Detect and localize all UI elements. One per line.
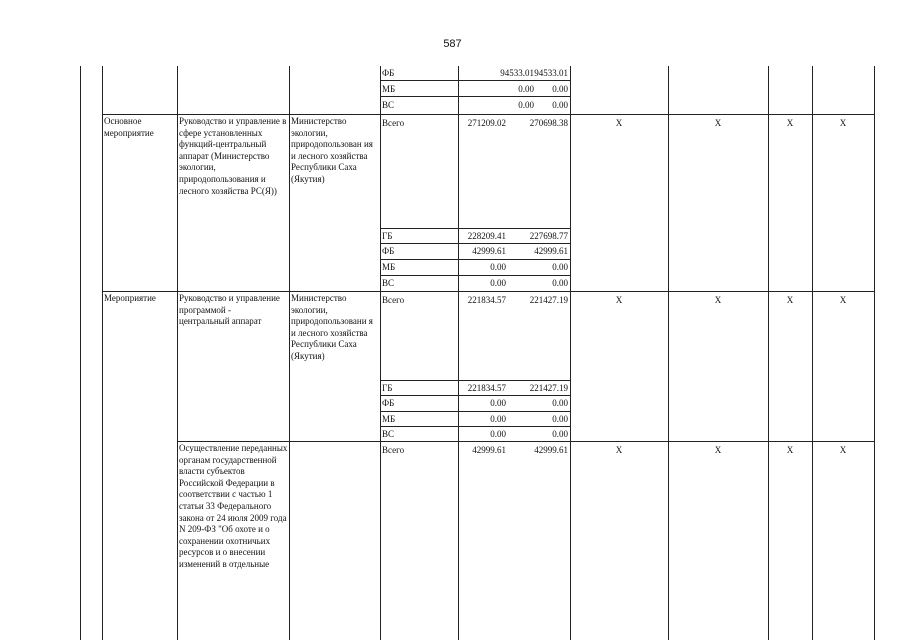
table-rule xyxy=(80,66,81,640)
x-mark: X xyxy=(615,445,623,455)
total-planned: 221834.57 xyxy=(467,295,506,305)
table-rule xyxy=(380,380,570,381)
source-label: ВС xyxy=(382,278,395,288)
amount-actual: 0.00 xyxy=(552,414,568,424)
amount-actual: 0.00 xyxy=(552,429,568,439)
amount-planned: 228209.41 xyxy=(467,231,506,241)
x-mark: X xyxy=(839,295,847,305)
amount-planned: 0.00 xyxy=(490,398,506,408)
source-label: ФБ xyxy=(382,398,395,408)
amount-actual: 227698.77 xyxy=(529,231,568,241)
total-planned: 42999.61 xyxy=(472,445,506,455)
table-rule xyxy=(570,66,571,640)
table-rule xyxy=(380,411,570,412)
amount-actual: 42999.61 xyxy=(534,246,568,256)
source-label: МБ xyxy=(382,84,396,94)
table-rule xyxy=(380,96,570,97)
table-rule xyxy=(102,114,874,115)
amount-planned: 0.00 xyxy=(490,414,506,424)
amount-planned: 0.00 xyxy=(490,429,506,439)
activity-name: Руководство и управление в сфере установленных функций-центральный аппарат (Министерство экологии, природопользования и лесного хозяйства РС(Я)) xyxy=(179,116,287,196)
total-actual: 221427.19 xyxy=(529,295,568,305)
table-rule xyxy=(768,66,769,640)
x-mark: X xyxy=(615,295,623,305)
total-planned: 271209.02 xyxy=(467,118,506,128)
activity-executor: Министерство экологии, природопользован ия и лесного хозяйства Республики Саха (Якутия) xyxy=(291,116,373,184)
table-rule xyxy=(177,441,874,442)
total-actual: 42999.61 xyxy=(534,445,568,455)
x-mark: X xyxy=(839,445,847,455)
page-number: 587 xyxy=(443,38,462,50)
x-mark: X xyxy=(714,295,722,305)
amount-planned: 42999.61 xyxy=(472,246,506,256)
amount-actual: 0.00 xyxy=(552,398,568,408)
activity-name: Осуществление переданных органам государственной власти субъектов Российской Федерации в соответствии с частью 1 статьи 33 Федерального закона от 24 июля 2009 года N 209-ФЗ "Об охоте и о сохранении охотничьих ресурсов и о внесении изменений в отдельные xyxy=(179,443,288,569)
amount-planned: 221834.57 xyxy=(467,383,506,393)
amount-actual: 0.00 xyxy=(552,278,568,288)
total-actual: 270698.38 xyxy=(529,118,568,128)
amount-actual: 94533.01 xyxy=(534,68,568,78)
x-mark: X xyxy=(714,445,722,455)
table-rule xyxy=(102,291,874,292)
x-mark: X xyxy=(615,118,623,128)
activity-type: Основное мероприятие xyxy=(104,116,154,138)
source-label: ФБ xyxy=(382,68,395,78)
table-rule xyxy=(380,243,570,244)
table-rule xyxy=(380,80,570,81)
x-mark: X xyxy=(786,295,794,305)
activity-type: Мероприятие xyxy=(104,293,156,303)
table-rule xyxy=(380,426,570,427)
x-mark: X xyxy=(839,118,847,128)
table-rule xyxy=(380,66,381,640)
source-label: ГБ xyxy=(382,231,393,241)
source-label: ФБ xyxy=(382,246,395,256)
total-label: Всего xyxy=(382,445,405,455)
amount-actual: 0.00 xyxy=(552,262,568,272)
activity-name: Руководство и управление программой - центральный аппарат xyxy=(179,293,280,327)
source-label: МБ xyxy=(382,414,396,424)
table-rule xyxy=(380,395,570,396)
budget-table xyxy=(80,66,875,640)
table-rule xyxy=(289,66,290,640)
table-rule xyxy=(812,66,813,640)
amount-planned: 0.00 xyxy=(490,278,506,288)
table-rule xyxy=(102,66,103,640)
table-rule xyxy=(874,66,875,640)
amount-planned: 0.00 xyxy=(518,100,534,110)
total-label: Всего xyxy=(382,295,405,305)
amount-actual: 221427.19 xyxy=(529,383,568,393)
activity-executor: Министерство экологии, природопользовани я и лесного хозяйства Республики Саха (Якутия) xyxy=(291,293,373,361)
amount-planned: 0.00 xyxy=(490,262,506,272)
x-mark: X xyxy=(786,445,794,455)
table-rule xyxy=(380,228,570,229)
total-label: Всего xyxy=(382,118,405,128)
table-rule xyxy=(177,66,178,640)
table-rule xyxy=(668,66,669,640)
table-rule xyxy=(458,66,459,640)
x-mark: X xyxy=(786,118,794,128)
source-label: ВС xyxy=(382,429,395,439)
amount-planned: 94533.01 xyxy=(500,68,534,78)
table-rule xyxy=(380,275,570,276)
source-label: ГБ xyxy=(382,383,393,393)
source-label: МБ xyxy=(382,262,396,272)
x-mark: X xyxy=(714,118,722,128)
amount-actual: 0.00 xyxy=(552,84,568,94)
source-label: ВС xyxy=(382,100,395,110)
amount-actual: 0.00 xyxy=(552,100,568,110)
table-rule xyxy=(380,259,570,260)
amount-planned: 0.00 xyxy=(518,84,534,94)
